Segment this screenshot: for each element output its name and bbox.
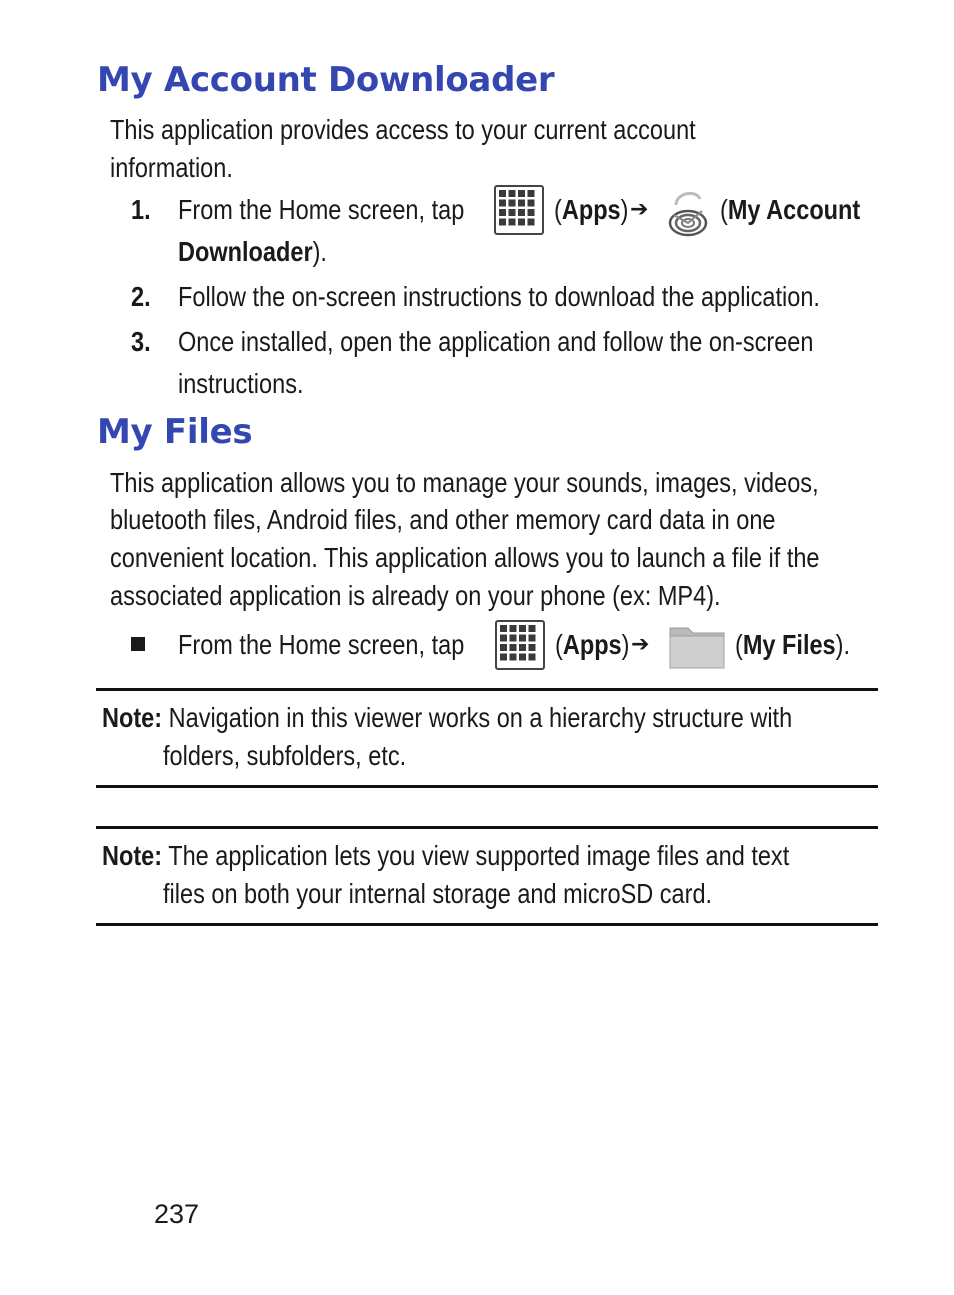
section-title-my-files: My Files	[97, 412, 253, 452]
step-2-text: Follow the on-screen instructions to download the application.	[178, 281, 820, 312]
apps-icon	[495, 620, 545, 680]
my-files-bullet-text: From the Home screen, tap (Apps) ➔ (My Files).	[178, 626, 878, 664]
apps-label: Apps	[561, 194, 621, 225]
arrow-icon: ➔	[630, 197, 649, 222]
section2-body-line1: This application allows you to manage your sounds, images, videos,	[110, 467, 819, 498]
note-2-top-rule	[96, 826, 878, 829]
note-2-line2: files on both your internal storage and microSD card.	[163, 878, 713, 909]
section1-intro-line1: This application provides access to your current account	[110, 114, 696, 145]
step-3-text-line1: Once installed, open the application and follow the on-screen	[178, 326, 814, 357]
note-2-bottom-rule	[96, 923, 878, 926]
step-1-text: From the Home screen, tap (Apps) ➔ (My Account	[178, 191, 868, 229]
section2-body-line4: associated application is already on your phone (ex: MP4).	[110, 580, 721, 611]
step-3-number: 3.	[131, 326, 151, 357]
section2-body-line2: bluetooth files, Android files, and other memory card data in one	[110, 504, 776, 535]
section-title-my-account-downloader: My Account Downloader	[97, 60, 555, 100]
step-2-number: 2.	[131, 281, 151, 312]
arrow-icon: ➔	[631, 632, 650, 657]
section2-body-line3: convenient location. This application allows you to launch a file if the	[110, 542, 820, 573]
note-1-line2: folders, subfolders, etc.	[163, 740, 407, 771]
bullet-square-icon	[131, 637, 145, 651]
my-account-label-part2: Downloader	[178, 236, 313, 267]
step-1-number: 1.	[131, 194, 151, 225]
note-2-label: Note:	[102, 840, 163, 871]
note-1-label: Note:	[102, 702, 163, 733]
folder-icon	[668, 622, 726, 680]
note-1-line1: Note: Navigation in this viewer works on a hierarchy structure with	[102, 702, 793, 733]
step-3-text-line2: instructions.	[178, 368, 304, 399]
step-1-text-line2: Downloader).	[178, 236, 327, 267]
apps-icon	[494, 185, 544, 245]
note-1-top-rule	[96, 688, 878, 691]
my-files-label: My Files	[742, 629, 836, 660]
my-account-downloader-icon	[666, 185, 710, 249]
note-1-bottom-rule	[96, 785, 878, 788]
page-number: 237	[154, 1199, 200, 1229]
section1-intro-line2: information.	[110, 152, 233, 183]
note-2-line1: Note: The application lets you view supported image files and text	[102, 840, 790, 871]
my-account-label-part1: My Account	[727, 194, 861, 225]
apps-label: Apps	[562, 629, 622, 660]
